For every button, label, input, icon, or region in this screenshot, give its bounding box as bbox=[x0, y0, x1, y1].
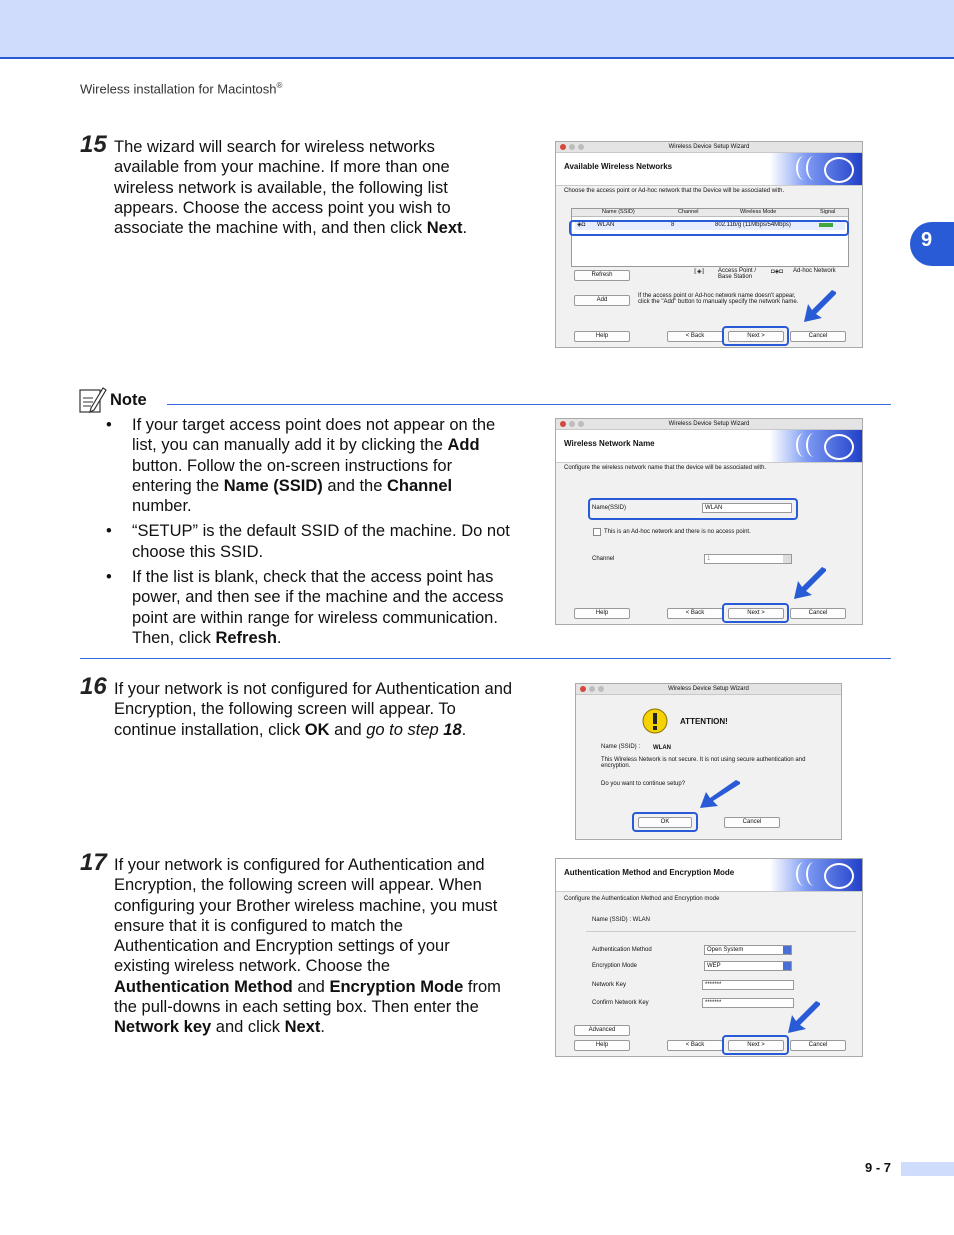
step-16-number: 16 bbox=[80, 673, 107, 700]
confirm-key-label: Confirm Network Key bbox=[592, 1000, 649, 1006]
help-button[interactable]: Help bbox=[574, 1040, 630, 1051]
advanced-button[interactable]: Advanced bbox=[574, 1025, 630, 1036]
access-point-icon: ◈◘ bbox=[577, 222, 586, 228]
step-16-goto-num: 18 bbox=[443, 720, 462, 739]
next-highlight bbox=[722, 603, 789, 623]
channel-label: Channel bbox=[592, 556, 615, 562]
wizard-header bbox=[556, 859, 862, 892]
wizard-header bbox=[556, 430, 862, 463]
network-key-input[interactable]: ******* bbox=[702, 980, 794, 990]
step-16-and: and bbox=[329, 720, 367, 739]
step-16-ok: OK bbox=[304, 720, 330, 739]
add-note: If the access point or Ad-hoc network name doesn't appear, click the "Add" button to manually specify the network name. bbox=[638, 293, 799, 305]
channel-value: 1 bbox=[707, 556, 711, 562]
auth-method-value: Open System bbox=[707, 947, 744, 953]
title-bar bbox=[576, 684, 841, 695]
note-bottom-rule bbox=[80, 658, 891, 659]
attention-dialog bbox=[575, 683, 842, 840]
step-15-end: . bbox=[462, 219, 468, 238]
row-mode: 802.11b/g (11Mbps/54Mbps) bbox=[715, 222, 791, 228]
wireless-logo-icon bbox=[770, 153, 862, 185]
network-list[interactable] bbox=[571, 208, 849, 267]
pointer-arrow-icon bbox=[804, 290, 838, 324]
wireless-logo-icon bbox=[770, 430, 862, 462]
wireless-logo-icon bbox=[770, 859, 862, 891]
wizard-heading: Wireless Network Name bbox=[564, 439, 655, 448]
note-b1-text3: and the bbox=[322, 476, 387, 495]
step-16-goto: go to step bbox=[366, 720, 444, 739]
note-pencil-icon bbox=[79, 386, 107, 414]
running-title: Wireless installation for Macintosh bbox=[80, 81, 277, 97]
note-b1-channel: Channel bbox=[387, 476, 453, 495]
ssid-label: Name (SSID) : WLAN bbox=[592, 917, 651, 923]
auth-method-label: Authentication Method bbox=[592, 947, 652, 953]
insecure-message: This Wireless Network is not secure. It is not using secure authentication and encryption. bbox=[601, 757, 806, 769]
note-bullets bbox=[80, 415, 510, 653]
help-button[interactable]: Help bbox=[574, 608, 630, 619]
note-top-rule bbox=[167, 404, 891, 405]
network-name-window bbox=[555, 418, 863, 625]
chevron-down-icon[interactable] bbox=[783, 946, 791, 954]
auth-method-select[interactable] bbox=[704, 945, 792, 955]
registered-mark: ® bbox=[276, 81, 283, 90]
ap-legend-icon: ⟦◈⟧ bbox=[694, 269, 705, 275]
ssid-label: Name (SSID) : bbox=[601, 744, 641, 750]
step-15-number: 15 bbox=[80, 131, 107, 158]
step-17-number: 17 bbox=[80, 849, 107, 876]
title-bar bbox=[556, 419, 862, 430]
selected-row-highlight bbox=[569, 220, 849, 236]
back-button[interactable]: < Back bbox=[667, 608, 723, 619]
continue-question: Do you want to continue setup? bbox=[601, 781, 686, 787]
col-mode[interactable]: Wireless Mode bbox=[740, 209, 777, 215]
step-17-enc: Encryption Mode bbox=[329, 977, 464, 996]
col-channel[interactable]: Channel bbox=[678, 209, 699, 215]
available-networks-window bbox=[555, 141, 863, 348]
col-ssid[interactable]: Name (SSID) bbox=[602, 209, 635, 215]
step-17-end: . bbox=[320, 1018, 325, 1037]
step-16-body: If your network is not configured for Authentication and Encryption, the following screen will appear. To continue installation, click bbox=[114, 680, 513, 739]
back-button[interactable]: < Back bbox=[667, 1040, 723, 1051]
note-b3-text: If the list is blank, check that the access point has power, and then see if the machine and the access point are within range for wireless communication. Then, click bbox=[132, 568, 504, 647]
next-button[interactable]: Next > bbox=[728, 1040, 784, 1051]
note-b3-refresh: Refresh bbox=[215, 628, 277, 647]
confirm-key-input[interactable]: ******* bbox=[702, 998, 794, 1008]
note-b1-text: If your target access point does not appear on the list, you can manually add it by clicking the bbox=[132, 416, 496, 455]
add-button[interactable]: Add bbox=[574, 295, 630, 306]
help-button[interactable]: Help bbox=[574, 331, 630, 342]
list-item bbox=[80, 567, 510, 648]
window-title: Wireless Device Setup Wizard bbox=[668, 144, 750, 150]
attention-title: ATTENTION! bbox=[680, 717, 728, 726]
network-key-label: Network Key bbox=[592, 982, 627, 988]
note-title: Note bbox=[110, 391, 147, 409]
ssid-label: Name(SSID) bbox=[592, 505, 627, 511]
auth-encryption-window bbox=[555, 858, 863, 1057]
stepper-icon[interactable] bbox=[783, 555, 791, 563]
note-b1-add: Add bbox=[447, 436, 480, 455]
step-16-end: . bbox=[461, 720, 467, 739]
step-17-body2: from the pull-downs in each setting box. Then enter the bbox=[114, 977, 501, 1017]
warning-icon bbox=[642, 708, 668, 734]
step-17-and: and bbox=[292, 977, 330, 996]
note-b1-text4: number. bbox=[132, 497, 192, 516]
adhoc-legend-icon: ◘◈◘ bbox=[771, 269, 783, 275]
step-17-next: Next bbox=[284, 1018, 321, 1037]
step-15-next-bold: Next bbox=[426, 219, 463, 238]
note-b2-text: “SETUP” is the default SSID of the machine. Do not choose this SSID. bbox=[132, 522, 510, 561]
step-17-body3: and click bbox=[211, 1018, 285, 1037]
ssid-value: WLAN bbox=[653, 745, 671, 751]
step-17-text bbox=[114, 855, 509, 1038]
ssid-input[interactable]: WLAN bbox=[702, 503, 792, 513]
wizard-heading: Authentication Method and Encryption Mode bbox=[564, 868, 735, 877]
note-b1-ssid: Name (SSID) bbox=[223, 476, 323, 495]
cancel-button[interactable]: Cancel bbox=[790, 1040, 846, 1051]
divider bbox=[586, 931, 856, 932]
adhoc-legend-label: Ad-hoc Network bbox=[793, 268, 836, 274]
wizard-header bbox=[556, 153, 862, 186]
encryption-mode-select[interactable] bbox=[704, 961, 792, 971]
chapter-number: 9 bbox=[921, 229, 933, 251]
title-bar bbox=[556, 142, 862, 153]
row-channel: 8 bbox=[671, 222, 675, 228]
next-highlight bbox=[722, 1035, 789, 1055]
next-button[interactable]: Next > bbox=[728, 608, 784, 619]
pointer-arrow-icon bbox=[788, 1001, 822, 1035]
top-band bbox=[0, 0, 954, 59]
next-button[interactable]: Next > bbox=[728, 331, 784, 342]
back-button[interactable]: < Back bbox=[667, 331, 723, 342]
step-16-text bbox=[114, 679, 514, 740]
instruction-text: Configure the wireless network name that the device will be associated with. bbox=[564, 465, 767, 471]
cancel-button[interactable]: Cancel bbox=[790, 608, 846, 619]
instruction-text: Configure the Authentication Method and Encryption mode bbox=[564, 896, 720, 902]
window-title: Wireless Device Setup Wizard bbox=[668, 421, 750, 427]
row-ssid: WLAN bbox=[597, 222, 615, 228]
channel-stepper[interactable] bbox=[704, 554, 792, 564]
chevron-down-icon[interactable] bbox=[783, 962, 791, 970]
step-15-body: The wizard will search for wireless networks available from your machine. If more than one wireless network is available, the following list appears. Choose the access point you wish to associate the machine with, and then click bbox=[114, 138, 451, 238]
note-b3-end: . bbox=[276, 628, 282, 647]
pointer-arrow-icon bbox=[794, 567, 828, 601]
list-item bbox=[80, 415, 510, 516]
encryption-mode-value: WEP bbox=[707, 963, 721, 969]
step-17-auth: Authentication Method bbox=[114, 977, 293, 996]
running-header bbox=[80, 81, 282, 96]
wizard-heading: Available Wireless Networks bbox=[564, 162, 673, 171]
pointer-arrow-icon bbox=[700, 780, 742, 810]
adhoc-checkbox[interactable] bbox=[593, 528, 601, 536]
list-item bbox=[80, 521, 510, 562]
window-title: Wireless Device Setup Wizard bbox=[668, 686, 749, 692]
encryption-mode-label: Encryption Mode bbox=[592, 963, 638, 969]
list-header bbox=[572, 209, 848, 217]
cancel-button[interactable]: Cancel bbox=[724, 817, 780, 828]
page-number: 9 - 7 bbox=[865, 1160, 892, 1175]
footer-band bbox=[901, 1162, 954, 1176]
cancel-button[interactable]: Cancel bbox=[790, 331, 846, 342]
note-b1-text2: button. Follow the on-screen instructions for entering the bbox=[132, 456, 453, 495]
col-signal[interactable]: Signal bbox=[820, 209, 836, 215]
ap-legend-label: Access Point / Base Station bbox=[718, 268, 757, 280]
step-15-text bbox=[114, 137, 484, 238]
step-17-body: If your network is configured for Authentication and Encryption, the following screen will appear. When configuring your Brother wireless machine, you must ensure that it is configured to match the Authentication and Encryption settings of your existing wireless network. Choose the bbox=[114, 856, 498, 976]
adhoc-label: This is an Ad-hoc network and there is no access point. bbox=[604, 529, 751, 535]
instruction-text: Choose the access point or Ad-hoc network that the Device will be associated with. bbox=[564, 188, 785, 194]
refresh-button[interactable]: Refresh bbox=[574, 270, 630, 281]
step-17-key: Network key bbox=[114, 1018, 212, 1037]
next-highlight bbox=[722, 326, 789, 346]
ok-button[interactable]: OK bbox=[638, 817, 692, 828]
